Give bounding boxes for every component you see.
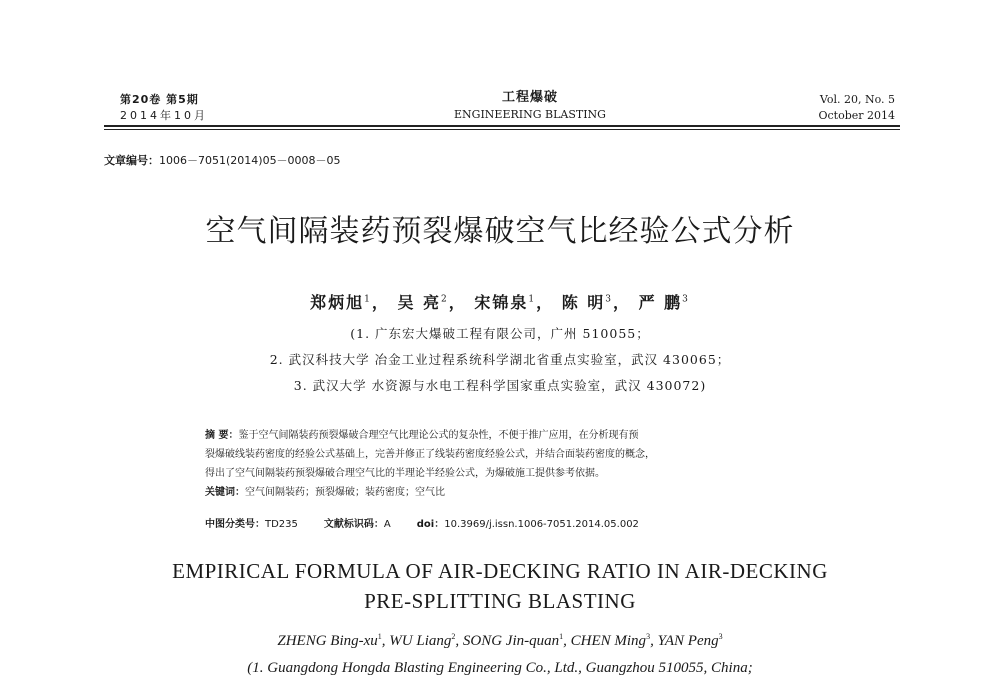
doi-label: doi： [416, 519, 445, 530]
date-en: October 2014 [818, 109, 895, 122]
header-rule-thick [104, 125, 900, 127]
abstract-line: 裂爆破线装药密度的经验公式基础上，完善并修正了线装药密度经验公式，并结合面装药密度的概念， [205, 449, 655, 460]
author-en: WU Liang$^2$, [389, 632, 463, 649]
author-en: ZHENG Bing-$xu^1$, [277, 632, 390, 649]
journal-name-en: ENGINEERING BLASTING [454, 108, 606, 121]
article-number-value: 1006－7051(2014)05－0008－05 [159, 154, 341, 167]
classification-line [205, 515, 639, 530]
title-en-line: PRE-SPLITTING BLASTING [364, 589, 636, 613]
author-en: CHEN Ming$^3$, [570, 632, 658, 649]
abstract-label: 摘 要： [205, 430, 239, 441]
author-cn: 陈 明$^3$， [561, 293, 632, 312]
header-rule-thin [104, 129, 900, 130]
doc-code-label: 文献标识码： [323, 519, 384, 530]
author-en: SONG Jin-quan$^1$, [462, 632, 571, 649]
paper-title-en [0, 556, 1000, 616]
article-number-label: 文章编号： [104, 154, 159, 167]
abstract [205, 426, 815, 502]
title-en-line: EMPIRICAL FORMULA OF AIR-DECKING RATIO IN AIR-DECKING [172, 559, 828, 583]
abstract-line: 摘 要：鉴于空气间隔装药预裂爆破合理空气比理论公式的复杂性，不便于推广应用，在分析现有预 [205, 430, 639, 441]
author-cn: 宋锦泉$^1$， [474, 293, 555, 312]
affiliation-en-1: (1. Guangdong Hongda Blasting Engineering Co., Ltd., Guangzhou 510055, China; [247, 660, 753, 676]
affiliation-cn-3: 3. 武汉大学 水资源与水电工程科学国家重点实验室，武汉 430072) [293, 378, 707, 393]
volume-issue-cn: 第20卷 第5期 [120, 93, 199, 106]
clc-value: TD235 [265, 519, 298, 530]
journal-name-cn: 工程爆破 [501, 90, 558, 105]
doi-value: 10.3969/j.issn.1006-7051.2014.05.002 [444, 519, 639, 530]
date-cn: 2014年10月 [120, 109, 208, 122]
authors-en [0, 632, 1000, 650]
author-cn: 吴 亮$^2$， [397, 293, 467, 312]
affiliation-cn-2: 2. 武汉科技大学 冶金工业过程系统科学湖北省重点实验室，武汉 430065； [269, 352, 731, 367]
authors-cn [0, 290, 1000, 313]
keywords [205, 483, 815, 502]
clc-label: 中图分类号： [205, 519, 265, 530]
affiliation-cn-1: (1. 广东宏大爆破工程有限公司，广州 510055； [350, 326, 650, 341]
article-number [104, 152, 341, 168]
keywords-value: 空气间隔装药；预裂爆破；装药密度；空气比 [245, 487, 445, 498]
doc-code-value: A [383, 519, 391, 530]
header-volume-en [780, 92, 895, 124]
author-cn: 严 鹏$^3$ [638, 293, 690, 312]
keywords-label: 关键词： [205, 487, 245, 498]
volume-issue-en: Vol. 20, No. 5 [819, 93, 895, 106]
header-volume-issue [120, 92, 208, 124]
paper-title-cn: 空气间隔装药预裂爆破空气比经验公式分析 [205, 214, 795, 249]
abstract-line: 得出了空气间隔装药预裂爆破合理空气比的半理论半经验公式，为爆破施工提供参考依据。 [205, 468, 605, 479]
author-cn: 郑炳旭$^1$， [310, 293, 390, 312]
author-en: YAN Peng$^3$ [657, 632, 723, 649]
header-journal [380, 89, 680, 123]
